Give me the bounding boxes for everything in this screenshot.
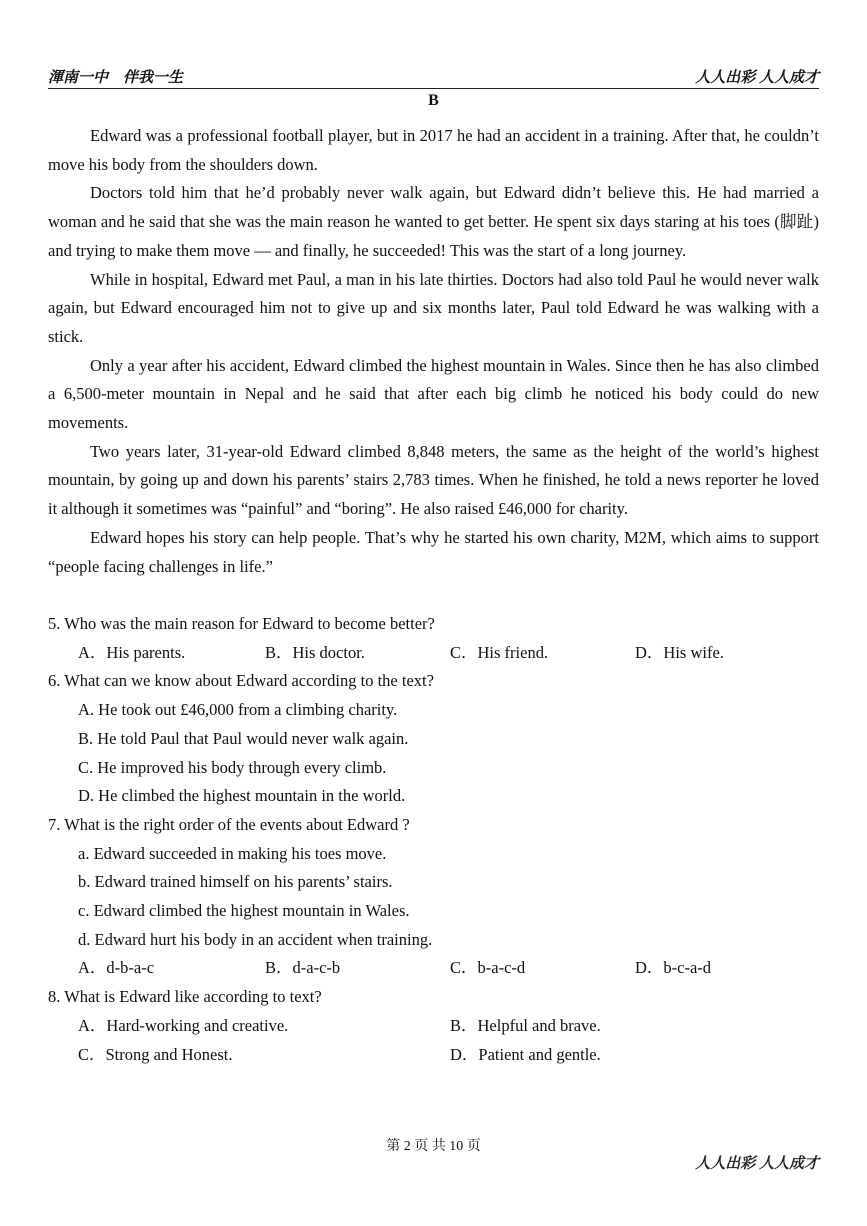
event-a: a. Edward succeeded in making his toes move.: [78, 843, 387, 863]
passage-paragraph: Two years later, 31-year-old Edward climbed 8,848 meters, the same as the height of the world’s highest mountain, by going up and down his parents’ stairs 2,783 times. When he finished, he told a news reporter he loved it although it sometimes was “painful” and “boring”. He also raised £46,000 for charity.: [48, 441, 819, 519]
passage-paragraph: Edward hopes his story can help people. That’s why he started his own charity, M2M, which aims to support “people facing challenges in life.”: [48, 527, 819, 576]
option-d: D．His wife.: [635, 642, 724, 662]
question-5-options: [48, 639, 819, 668]
option-d: D．b-c-a-d: [635, 958, 712, 978]
question-list: [48, 610, 819, 1069]
passage-paragraph: Edward was a professional football player, but in 2017 he had an accident in a training. After that, he couldn’t move his body from the shoulders down.: [48, 126, 819, 174]
event-c: c. Edward climbed the highest mountain in Wales.: [78, 901, 410, 921]
option-a: A．Hard-working and creative.: [78, 1015, 289, 1035]
option-b: B．d-a-c-b: [265, 958, 341, 978]
option-a: A. He took out £46,000 from a climbing charity.: [78, 700, 398, 720]
option-c: C．b-a-c-d: [450, 958, 526, 978]
page-header: [48, 62, 819, 89]
passage-paragraph: Only a year after his accident, Edward climbed the highest mountain in Wales. Since then he has also climbed a 6,500-meter mountain in Nepal and he said that after each big climb he noticed his body could do new movements.: [48, 355, 819, 433]
question-5-stem: 5. Who was the main reason for Edward to become better?: [48, 614, 435, 633]
option-a: A．d-b-a-c: [78, 958, 155, 978]
option-b: B．Helpful and brave.: [450, 1015, 601, 1035]
option-c: C．His friend.: [450, 642, 549, 662]
footer-motto: 人人出彩 人人成才: [695, 1156, 819, 1172]
option-d: D. He climbed the highest mountain in the world.: [78, 786, 406, 806]
passage-paragraph: Doctors told him that he’d probably never walk again, but Edward didn’t believe this. He had married a woman and he said that she was the main reason he wanted to get better. He spent six days staring at his toes (脚趾) and trying to make them move — and finally, he succeeded! This was the start of a long journey.: [48, 183, 819, 260]
page-number: 第 2 页 共 10 页: [386, 1139, 481, 1154]
school-motto-right: 人人出彩 人人成才: [695, 70, 819, 86]
option-d: D．Patient and gentle.: [450, 1044, 601, 1064]
section-label: B: [428, 92, 439, 109]
question-8-stem: 8. What is Edward like according to text?: [48, 987, 322, 1007]
event-d: d. Edward hurt his body in an accident when training.: [78, 929, 433, 949]
question-8-options-row1: [48, 1012, 819, 1041]
reading-passage: [48, 122, 819, 581]
school-motto-left: 渾南一中 伴我一生: [48, 70, 184, 86]
question-8-options-row2: [48, 1041, 819, 1070]
option-b: B. He told Paul that Paul would never walk again.: [78, 728, 409, 748]
question-6-stem: 6. What can we know about Edward according to the text?: [48, 671, 434, 691]
option-a: A．His parents.: [78, 642, 186, 662]
option-b: B．His doctor.: [265, 642, 365, 662]
option-c: C. He improved his body through every climb.: [78, 757, 387, 777]
question-7-stem: 7. What is the right order of the events about Edward ?: [48, 814, 410, 834]
question-7-options: [48, 954, 819, 983]
event-b: b. Edward trained himself on his parents’ stairs.: [78, 872, 393, 892]
passage-paragraph: While in hospital, Edward met Paul, a man in his late thirties. Doctors had also told Paul he would never walk again, but Edward encouraged him not to give up and six months later, Paul told Edward he was walking with a stick.: [48, 269, 819, 346]
option-c: C．Strong and Honest.: [78, 1044, 233, 1064]
